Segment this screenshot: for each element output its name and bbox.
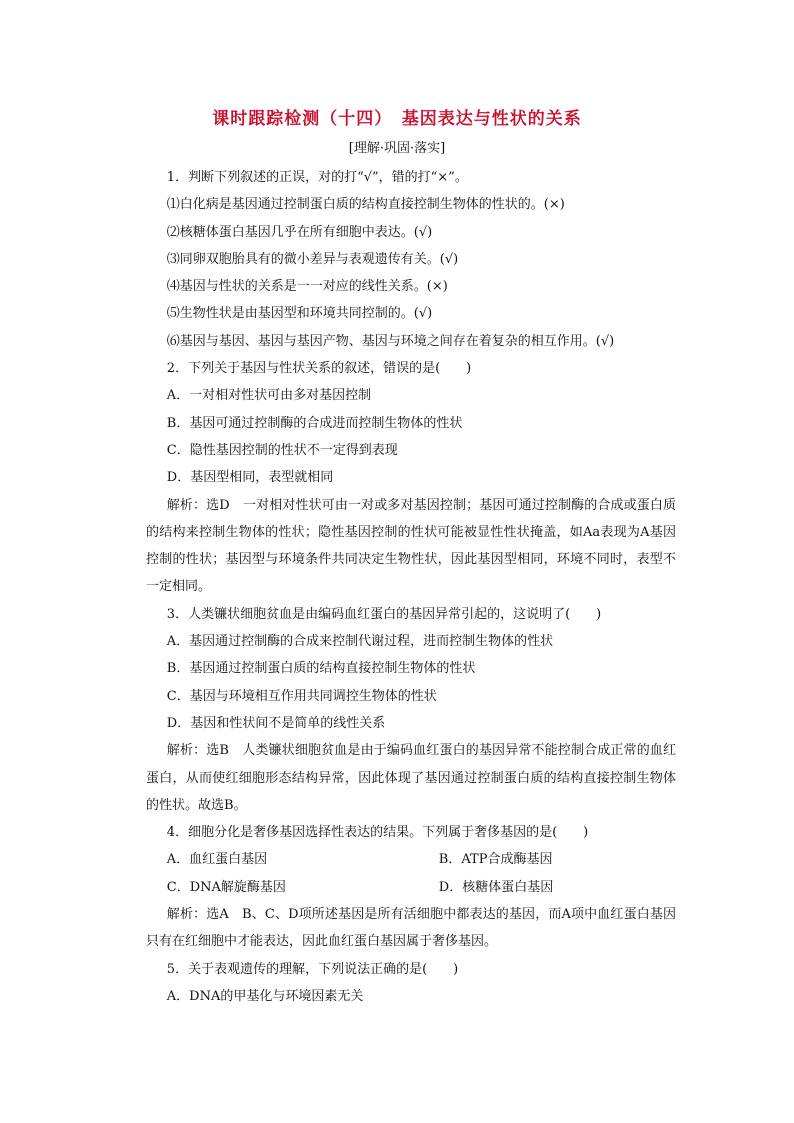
question-4-options-row-2 bbox=[146, 874, 676, 901]
question-3-option-c: C．基因与环境相互作用共同调控生物体的性状 bbox=[166, 688, 437, 704]
exercise-content bbox=[146, 164, 676, 1010]
question-1-item: ⑴白化病是基因通过控制蛋白质的结构直接控制生物体的性状的。(×) bbox=[166, 197, 565, 213]
question-4-option-d: D．核糖体蛋白基因 bbox=[438, 879, 554, 895]
question-5-option-a: A．DNA的甲基化与环境因素无关 bbox=[166, 988, 364, 1004]
question-2-option-d: D．基因型相同，表型就相同 bbox=[166, 470, 334, 486]
section-subtitle: [理解·巩固·落实] bbox=[348, 141, 446, 156]
question-2-option-a: A．一对相对性状可由多对基因控制 bbox=[166, 388, 372, 404]
question-1-item: ⑷基因与性状的关系是一一对应的线性关系。(×) bbox=[166, 279, 448, 295]
page-title: 课时跟踪检测（十四） 基因表达与性状的关系 bbox=[212, 109, 582, 129]
question-1-stem: 1．判断下列叙述的正误，对的打“√”，错的打“×”。 bbox=[166, 170, 468, 185]
question-3-option-a: A．基因通过控制酶的合成来控制代谢过程，进而控制生物体的性状 bbox=[166, 634, 554, 650]
question-1-item: ⑹基因与基因、基因与基因产物、基因与环境之间存在着复杂的相互作用。(√) bbox=[166, 333, 615, 349]
question-4-option-c: C．DNA解旋酶基因 bbox=[166, 879, 286, 895]
question-4-option-b: B．ATP合成酶基因 bbox=[438, 852, 553, 868]
question-4-option-a: A．血红蛋白基因 bbox=[166, 852, 268, 868]
question-4-analysis: 解析：选A B、C、D项所述基因是所有活细胞中都表达的基因，而A项中血红蛋白基因只有在红细胞中才能表达，因此血红蛋白基因属于奢侈基因。 bbox=[146, 907, 676, 950]
question-3-option-b: B．基因通过控制蛋白质的结构直接控制生物体的性状 bbox=[166, 661, 476, 677]
question-5-stem: 5．关于表观遗传的理解，下列说法正确的是( ) bbox=[166, 961, 459, 977]
question-3-analysis: 解析：选B 人类镰状细胞贫血是由于编码血红蛋白的基因异常不能控制合成正常的血红蛋白，从而使红细胞形态结构异常，因此体现了基因通过控制蛋白质的结构直接控制生物体的性状。故选B。 bbox=[146, 743, 676, 813]
question-3-option-d: D．基因和性状间不是简单的线性关系 bbox=[166, 715, 386, 731]
question-3-stem: 3．人类镰状细胞贫血是由编码血红蛋白的基因异常引起的，这说明了( ) bbox=[166, 606, 602, 622]
question-4-options-row-1 bbox=[146, 846, 676, 873]
question-2-analysis: 解析：选D 一对相对性状可由一对或多对基因控制；基因可通过控制酶的合成或蛋白质的结构来控制生物体的性状；隐性基因控制的性状可能被显性性状掩盖，如Aa表现为A基因控制的性状；基因型与环境条件共同决定生物性状，因此基因型相同，环境不同时，表型不一定相同。 bbox=[146, 497, 676, 595]
question-2-option-b: B．基因可通过控制酶的合成进而控制生物体的性状 bbox=[166, 415, 463, 431]
question-2-option-c: C．隐性基因控制的性状不一定得到表现 bbox=[166, 442, 398, 458]
question-2-stem: 2．下列关于基因与性状关系的叙述，错误的是( ) bbox=[166, 361, 472, 377]
question-4-stem: 4．细胞分化是奢侈基因选择性表达的结果。下列属于奢侈基因的是( ) bbox=[166, 825, 589, 841]
question-1-item: ⑸生物性状是由基因型和环境共同控制的。(√) bbox=[166, 306, 433, 322]
question-1-item: ⑵核糖体蛋白基因几乎在所有细胞中表达。(√) bbox=[166, 224, 433, 240]
question-1-item: ⑶同卵双胞胎具有的微小差异与表观遗传有关。(√) bbox=[166, 251, 459, 267]
